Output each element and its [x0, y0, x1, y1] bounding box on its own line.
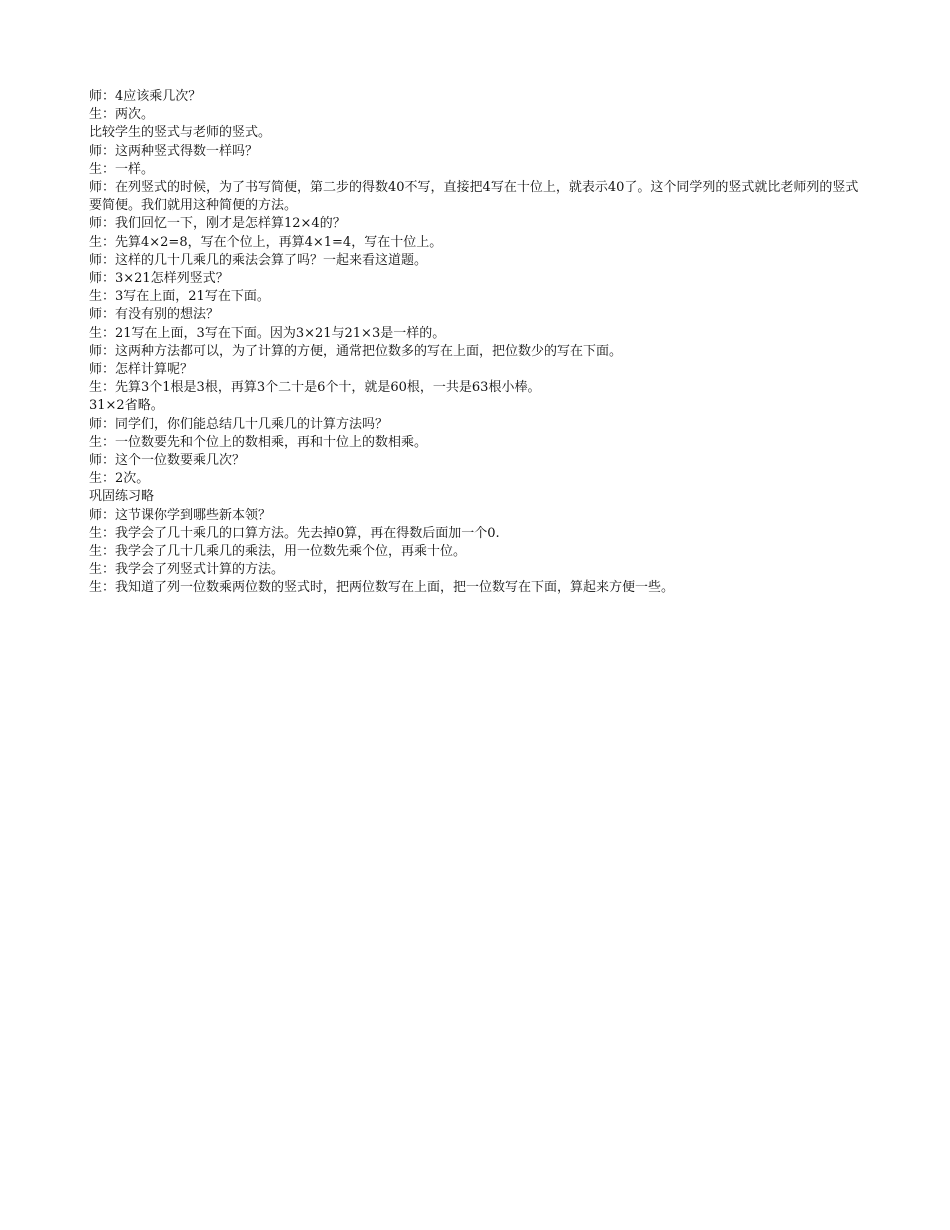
text-line-27: 生：我知道了列一位数乘两位数的竖式时，把两位数写在上面，把一位数写在下面，算起来方便一些。 [89, 580, 675, 596]
text-line-1: 师：4应该乘几次？ [89, 89, 202, 104]
text-line-7: 师：我们回忆一下，刚才是怎样算12×4的？ [89, 216, 346, 232]
text-line-13: 生：21写在上面，3写在下面。因为3×21与21×3是一样的。 [89, 325, 446, 341]
text-line-5: 生：一样。 [89, 161, 155, 177]
text-line-24: 生：我学会了几十乘几的口算方法。先去掉0算，再在得数后面加一个0. [89, 525, 500, 541]
text-line-19: 生：一位数要先和个位上的数相乘，再和十位上的数相乘。 [89, 434, 428, 450]
text-line-8: 生：先算4×2=8，写在个位上，再算4×1=4，写在十位上。 [89, 234, 443, 250]
text-line-26: 生：我学会了列竖式计算的方法。 [89, 562, 285, 578]
text-line-4: 师：这两种竖式得数一样吗？ [89, 143, 259, 159]
text-line-18: 师：同学们，你们能总结几十几乘几的计算方法吗？ [89, 416, 389, 432]
text-line-15: 师：怎样计算呢？ [89, 362, 194, 378]
text-line-9: 师：这样的几十几乘几的乘法会算了吗？一起来看这道题。 [89, 252, 428, 268]
text-line-12: 师：有没有别的想法？ [89, 307, 220, 323]
text-line-16: 生：先算3个1根是3根，再算3个二十是6个十，就是60根，一共是63根小棒。 [89, 380, 541, 396]
text-line-22: 巩固练习略 [89, 489, 155, 505]
text-line-23: 师：这节课你学到哪些新本领？ [89, 507, 272, 523]
text-line-17: 31×2省略。 [89, 398, 164, 414]
text-line-20: 师：这个一位数要乘几次？ [89, 453, 246, 469]
text-line-14: 师：这两种方法都可以，为了计算的方便，通常把位数多的写在上面，把位数少的写在下面。 [89, 343, 623, 359]
text-line-21: 生：2次。 [89, 471, 150, 487]
text-line-6: 师：在列竖式的时候，为了书写简便，第二步的得数40不写，直接把4写在十位上，就表示40了。这个同学列的竖式就比老师列的竖式要简便。我们就用这种简便的方法。 [89, 180, 859, 214]
text-line-10: 师：3×21怎样列竖式？ [89, 271, 229, 287]
text-line-3: 比较学生的竖式与老师的竖式。 [89, 125, 272, 141]
document-body [89, 88, 864, 598]
text-line-2: 生：两次。 [89, 107, 155, 123]
text-line-11: 生：3写在上面，21写在下面。 [89, 289, 270, 305]
text-line-25: 生：我学会了几十几乘几的乘法，用一位数先乘个位，再乘十位。 [89, 544, 467, 560]
